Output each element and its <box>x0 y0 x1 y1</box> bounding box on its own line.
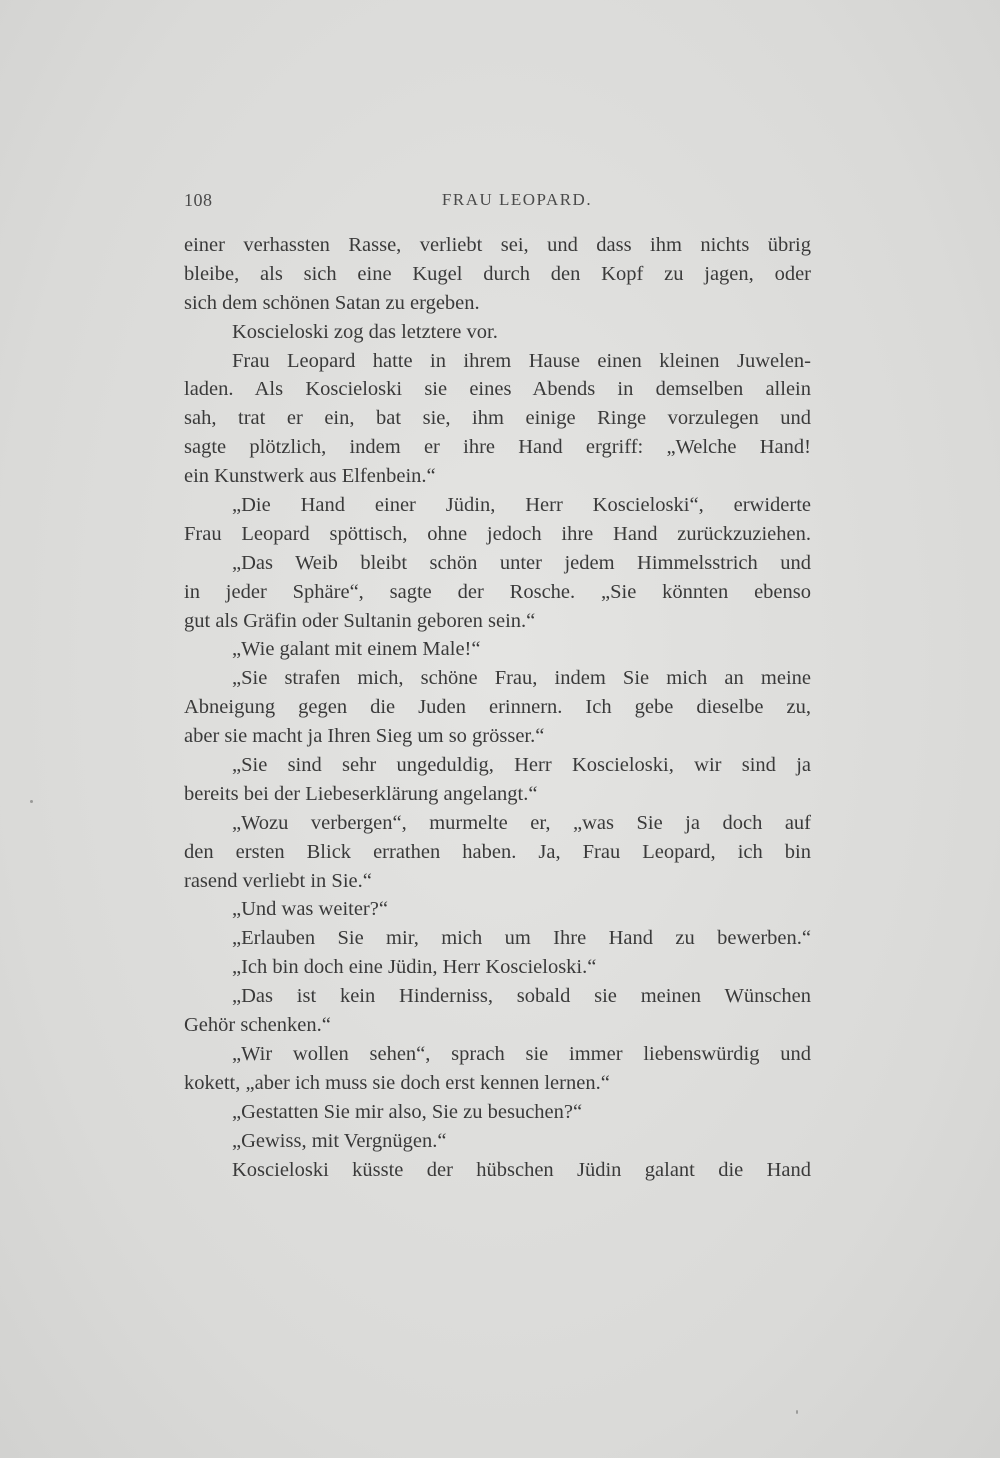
text-line: Koscieloski küsste der hübschen Jüdin galant die Hand <box>232 1158 811 1181</box>
text-line: „Wie galant mit einem Male!“ <box>232 638 481 661</box>
text-line: „Sie strafen mich, schöne Frau, indem Sie mich an meine <box>232 667 811 690</box>
body-text <box>184 231 811 1184</box>
text-line: bleibe, als sich eine Kugel durch den Kopf zu jagen, oder <box>184 262 811 285</box>
text-line: Koscieloski zog das letztere vor. <box>232 320 498 343</box>
paper-speck <box>30 800 33 803</box>
text-line: „Ich bin doch eine Jüdin, Herr Koscieloski.“ <box>232 956 597 979</box>
text-line: „Wir wollen sehen“, sprach sie immer liebenswürdig und <box>232 1042 811 1065</box>
text-line: gut als Gräfin oder Sultanin geboren sein.“ <box>184 609 536 632</box>
text-line: „Das ist kein Hinderniss, sobald sie meinen Wünschen <box>232 985 811 1008</box>
text-line: „Erlauben Sie mir, mich um Ihre Hand zu bewerben.“ <box>232 927 811 950</box>
text-line: Abneigung gegen die Juden erinnern. Ich gebe dieselbe zu, <box>184 696 811 719</box>
text-line: bereits bei der Liebeserklärung angelangt.“ <box>184 782 538 805</box>
text-line: „Die Hand einer Jüdin, Herr Koscieloski“, erwiderte <box>232 494 811 517</box>
text-line: ein Kunstwerk aus Elfenbein.“ <box>184 465 436 488</box>
paper-speck <box>796 1410 798 1414</box>
running-head: FRAU LEOPARD. <box>441 190 593 209</box>
text-line: sah, trat er ein, bat sie, ihm einige Ringe vorzulegen und <box>184 407 811 430</box>
text-line: Frau Leopard spöttisch, ohne jedoch ihre Hand zurückzuziehen. <box>184 522 811 545</box>
text-line: aber sie macht ja Ihren Sieg um so grösser.“ <box>184 725 545 748</box>
page-header <box>184 190 810 214</box>
text-line: Frau Leopard hatte in ihrem Hause einen kleinen Juwelen- <box>232 349 811 372</box>
text-line: laden. Als Koscieloski sie eines Abends in demselben allein <box>184 378 811 401</box>
text-line: in jeder Sphäre“, sagte der Rosche. „Sie könnten ebenso <box>184 580 811 603</box>
text-line: „Gewiss, mit Vergnügen.“ <box>232 1129 447 1152</box>
text-line: den ersten Blick errathen haben. Ja, Frau Leopard, ich bin <box>184 840 811 863</box>
text-line: einer verhassten Rasse, verliebt sei, und dass ihm nichts übrig <box>184 234 811 256</box>
text-line: „Wozu verbergen“, murmelte er, „was Sie ja doch auf <box>232 811 811 834</box>
text-line: sich dem schönen Satan zu ergeben. <box>184 291 480 314</box>
text-line: „Und was weiter?“ <box>232 898 388 921</box>
text-line: rasend verliebt in Sie.“ <box>184 869 372 892</box>
text-line: kokett, „aber ich muss sie doch erst kennen lernen.“ <box>184 1071 610 1094</box>
text-line: „Sie sind sehr ungeduldig, Herr Koscieloski, wir sind ja <box>232 754 811 777</box>
text-line: „Gestatten Sie mir also, Sie zu besuchen?“ <box>232 1100 583 1123</box>
text-line: Gehör schenken.“ <box>184 1014 331 1037</box>
page-number: 108 <box>184 190 213 210</box>
text-line: sagte plötzlich, indem er ihre Hand ergriff: „Welche Hand! <box>184 436 811 459</box>
text-line: „Das Weib bleibt schön unter jedem Himmelsstrich und <box>232 551 811 574</box>
